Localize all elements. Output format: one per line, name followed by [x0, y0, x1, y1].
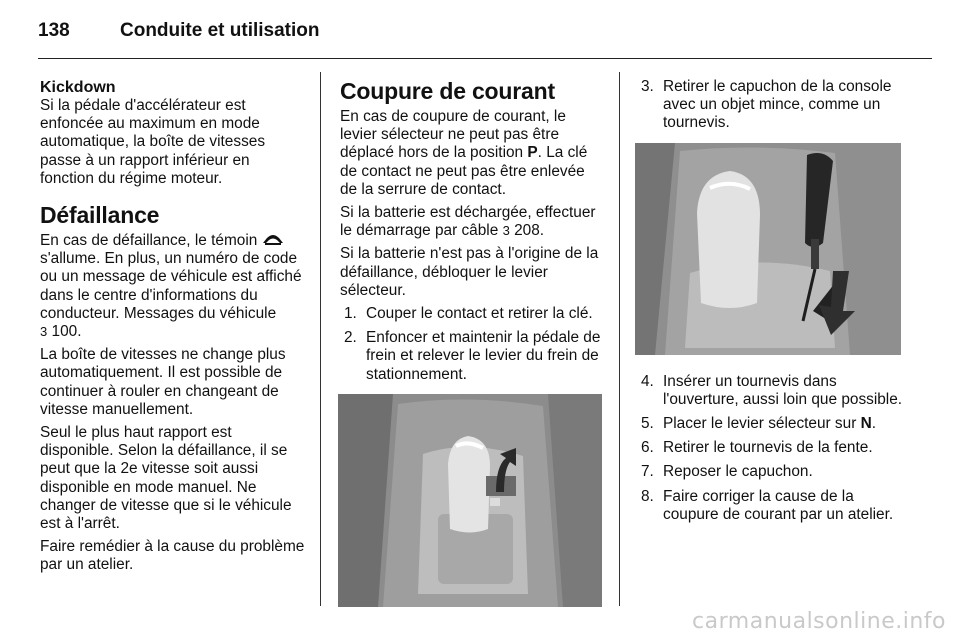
list-item: 5. Placer le levier sélecteur sur N. [641, 415, 877, 433]
column-divider [320, 72, 321, 606]
steps-list [637, 78, 903, 133]
list-item: 1. Couper le contact et retirer la clé. [344, 305, 593, 323]
column-left [40, 78, 306, 580]
gear-lever-illustration [338, 394, 602, 607]
screwdriver-illustration [635, 143, 901, 355]
list-item: 4. Insérer un tournevis dans l'ouverture, aussi loin que possible. [641, 372, 903, 408]
page-header [38, 18, 932, 59]
coupure-para2: Si la batterie est déchargée, effectuer le démarrage par câble 3 208. [340, 204, 596, 240]
transmission-warning-icon [262, 234, 284, 246]
paragraph-manual-shift: La boîte de vitesses ne change plus automatiquement. Il est possible de continuer à rouler en changeant de vitesse manuellement. [40, 346, 286, 418]
list-item: 8. Faire corriger la cause de la coupure de courant par un atelier. [641, 487, 894, 523]
steps-list [637, 373, 903, 524]
coupure-para3: Si la batterie n'est pas à l'origine de la défaillance, débloquer le levier sélecteur. [340, 245, 599, 299]
page-title: Conduite et utilisation [120, 20, 320, 41]
kickdown-heading: Kickdown [40, 79, 116, 96]
defaillance-heading: Défaillance [40, 202, 160, 229]
watermark: carmanualsonline.info [692, 609, 946, 634]
steps-list [340, 305, 604, 384]
list-item: 7. Reposer le capuchon. [641, 463, 813, 481]
list-item: 2. Enfoncer et maintenir la pédale de frein et relever le levier du frein de stationnement. [344, 329, 601, 383]
paragraph-workshop: Faire remédier à la cause du problème par un atelier. [40, 538, 305, 574]
column-middle [340, 78, 604, 607]
paragraph-highest-gear: Seul le plus haut rapport est disponible. Selon la défaillance, il se peut que la 2e vitesse soit aussi disponible en mode manuel. Ne changer de vitesse que si le véhicule est à l'arrêt. [40, 424, 292, 533]
list-item: 3. Retirer le capuchon de la console avec un objet mince, comme un tournevis. [641, 78, 892, 132]
page-ref-arrow-icon: 3 [40, 324, 48, 340]
coupure-heading: Coupure de courant [340, 78, 555, 104]
coupure-para1: En cas de coupure de courant, le levier sélecteur ne peut pas être déplacé hors de la position P. La clé de contact ne peut pas être enlevée de la serrure de contact. [340, 108, 588, 198]
page-number: 138 [38, 20, 70, 41]
column-divider [619, 72, 620, 606]
list-item: 6. Retirer le tournevis de la fente. [641, 439, 873, 457]
page-ref-arrow-icon: 3 [502, 223, 510, 239]
column-right [637, 78, 903, 530]
kickdown-text: Si la pédale d'accélérateur est enfoncée au maximum en mode automatique, la boîte de vitesses passe à un rapport inférieur en fonction du régime moteur. [40, 97, 266, 187]
defaillance-text: En cas de défaillance, le témoin s'allume. En plus, un numéro de code ou un message de véhicule est affiché dans le centre d'informations du conducteur. Messages du véhicule 3 100. [40, 232, 302, 341]
